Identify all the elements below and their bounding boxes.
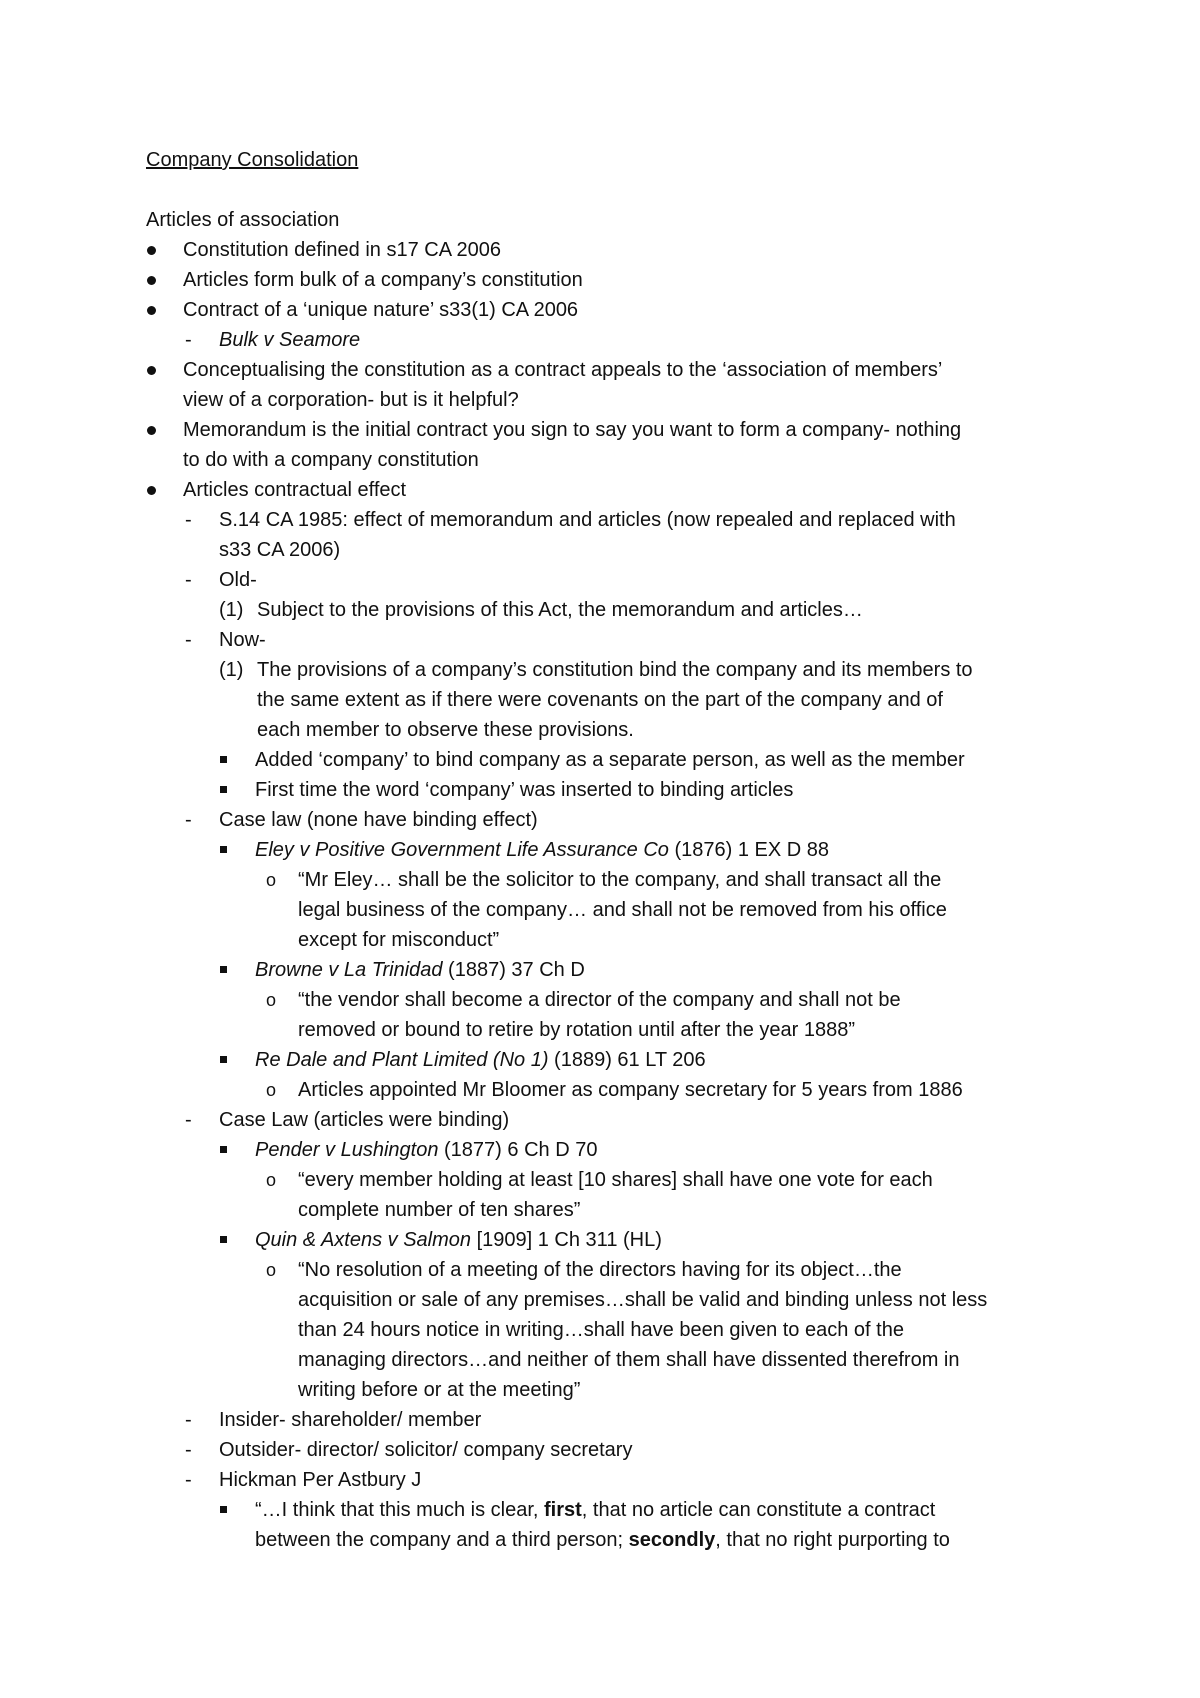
case-re-dale-citation: (1889) 61 LT 206 [548, 1049, 706, 1071]
bullet-icon [147, 366, 156, 375]
dash-1-line-2: s33 CA 2006) [219, 539, 341, 561]
browne-quote-line-1: “the vendor shall become a director of the company and shall not be [298, 989, 901, 1011]
dash-1-line-1: S.14 CA 1985: effect of memorandum and articles (now repealed and replaced with [219, 509, 956, 531]
bullet-1: Constitution defined in s17 CA 2006 [183, 239, 501, 261]
now-provision-line-1: The provisions of a company’s constitution bind the company and its members to [257, 659, 973, 681]
browne-quote-line-2: removed or bound to retire by rotation until after the year 1888” [298, 1019, 855, 1041]
old-provision: Subject to the provisions of this Act, the memorandum and articles… [257, 599, 863, 621]
hickman-quote-line-1 [255, 1498, 935, 1522]
square-bullet-icon [220, 966, 227, 973]
dash-marker: - [185, 809, 192, 831]
dash-case-law-nonbinding: Case law (none have binding effect) [219, 809, 538, 831]
dash-insider: Insider- shareholder/ member [219, 1409, 482, 1431]
quin-quote-line-2: acquisition or sale of any premises…shall be valid and binding unless not less [298, 1289, 988, 1311]
hickman-bold-first: first [544, 1499, 582, 1521]
dash-marker: - [185, 569, 192, 591]
circle-bullet-icon: o [266, 1080, 277, 1100]
dash-case-law-binding: Case Law (articles were binding) [219, 1109, 510, 1131]
bullet-6: Articles contractual effect [183, 479, 407, 501]
case-re-dale-name: Re Dale and Plant Limited (No 1) [255, 1049, 549, 1071]
quin-quote-line-4: managing directors…and neither of them shall have dissented therefrom in [298, 1349, 960, 1371]
pender-quote-line-1: “every member holding at least [10 shares] shall have one vote for each [298, 1169, 933, 1191]
page-title: Company Consolidation [146, 149, 359, 171]
old-number: (1) [219, 599, 244, 621]
bullet-2: Articles form bulk of a company’s constitution [183, 269, 583, 291]
quin-quote-line-5: writing before or at the meeting” [298, 1379, 581, 1401]
bullet-icon [147, 486, 156, 495]
dash-marker: - [185, 509, 192, 531]
bullet-icon [147, 276, 156, 285]
circle-bullet-icon: o [266, 870, 277, 890]
dash-marker: - [185, 329, 192, 351]
case-eley-citation: (1876) 1 EX D 88 [668, 839, 829, 861]
case-re-dale [255, 1048, 706, 1072]
eley-quote-line-2: legal business of the company… and shall not be removed from his office [298, 899, 947, 921]
eley-quote-line-1: “Mr Eley… shall be the solicitor to the company, and shall transact all the [298, 869, 942, 891]
pender-quote-line-2: complete number of ten shares” [298, 1199, 581, 1221]
square-bullet-icon [220, 756, 227, 763]
bullet-4-line-1: Conceptualising the constitution as a contract appeals to the ‘association of members’ [183, 359, 943, 381]
square-bullet-icon [220, 1506, 227, 1513]
hickman-bold-secondly: secondly [628, 1529, 716, 1551]
case-quin-citation: [1909] 1 Ch 311 (HL) [471, 1229, 662, 1251]
hickman-text: between the company and a third person; [255, 1529, 629, 1551]
bullet-5-line-1: Memorandum is the initial contract you sign to say you want to form a company- nothing [183, 419, 962, 441]
bullet-5-line-2: to do with a company constitution [183, 449, 479, 471]
case-quin-name: Quin & Axtens v Salmon [255, 1229, 472, 1251]
square-bullet-icon [220, 1146, 227, 1153]
case-browne-name: Browne v La Trinidad [255, 959, 443, 981]
hickman-quote-line-2 [255, 1528, 950, 1552]
circle-bullet-icon: o [266, 1260, 277, 1280]
dash-now: Now- [219, 629, 266, 651]
dash-old: Old- [219, 569, 257, 591]
dash-hickman: Hickman Per Astbury J [219, 1469, 422, 1491]
case-quin [255, 1228, 662, 1252]
dash-marker: - [185, 1409, 192, 1431]
square-bullet-icon [220, 786, 227, 793]
case-pender [255, 1138, 597, 1162]
section-heading: Articles of association [146, 209, 340, 231]
circle-bullet-icon: o [266, 1170, 277, 1190]
now-provision-line-3: each member to observe these provisions. [257, 719, 634, 741]
case-eley [255, 838, 829, 862]
hickman-text: “…I think that this much is clear, [255, 1499, 544, 1521]
eley-quote-line-3: except for misconduct” [298, 929, 500, 951]
case-browne [255, 958, 585, 982]
bullet-icon [147, 306, 156, 315]
now-provision-line-2: the same extent as if there were covenants on the part of the company and of [257, 689, 943, 711]
quin-quote-line-3: than 24 hours notice in writing…shall have been given to each of the [298, 1319, 904, 1341]
sub-bullet-1: Added ‘company’ to bind company as a separate person, as well as the member [255, 749, 965, 771]
circle-bullet-icon: o [266, 990, 277, 1010]
bullet-3: Contract of a ‘unique nature’ s33(1) CA 2006 [183, 299, 579, 321]
dash-marker: - [185, 1469, 192, 1491]
case-bulk-v-seamore: Bulk v Seamore [219, 329, 361, 351]
dash-outsider: Outsider- director/ solicitor/ company secretary [219, 1439, 633, 1461]
sub-bullet-2: First time the word ‘company’ was inserted to binding articles [255, 779, 794, 801]
hickman-text: , that no article can constitute a contract [581, 1499, 936, 1521]
hickman-text: , that no right purporting to [715, 1529, 950, 1551]
bullet-icon [147, 246, 156, 255]
dash-marker: - [185, 1439, 192, 1461]
square-bullet-icon [220, 846, 227, 853]
square-bullet-icon [220, 1056, 227, 1063]
bullet-4-line-2: view of a corporation- but is it helpful? [183, 389, 519, 411]
now-number: (1) [219, 659, 244, 681]
case-pender-name: Pender v Lushington [255, 1139, 439, 1161]
case-browne-citation: (1887) 37 Ch D [442, 959, 585, 981]
dash-marker: - [185, 1109, 192, 1131]
square-bullet-icon [220, 1236, 227, 1243]
re-dale-note: Articles appointed Mr Bloomer as company secretary for 5 years from 1886 [298, 1079, 963, 1101]
case-eley-name: Eley v Positive Government Life Assurance Co [255, 839, 669, 861]
bullet-icon [147, 426, 156, 435]
dash-marker: - [185, 629, 192, 651]
quin-quote-line-1: “No resolution of a meeting of the directors having for its object…the [298, 1259, 902, 1281]
case-pender-citation: (1877) 6 Ch D 70 [438, 1139, 598, 1161]
